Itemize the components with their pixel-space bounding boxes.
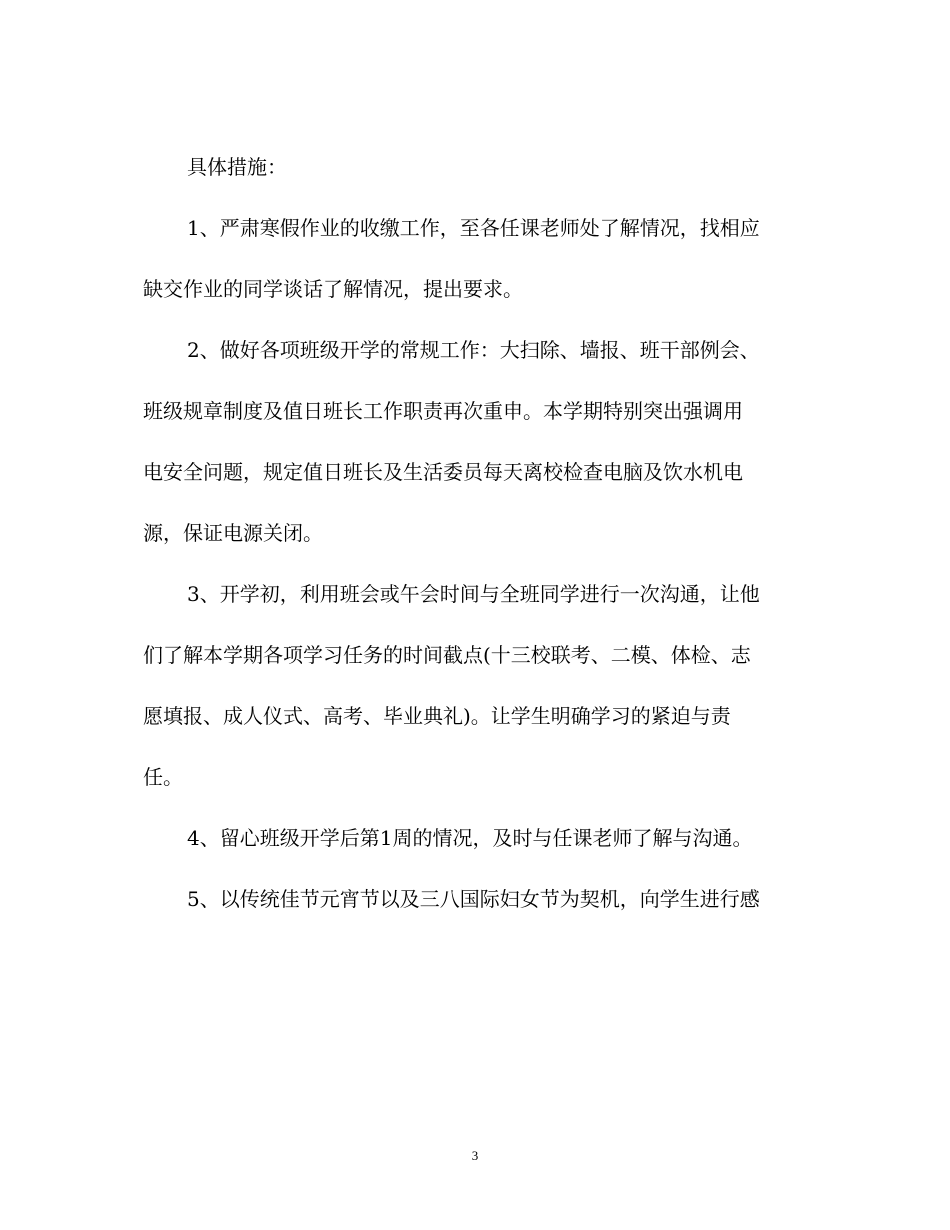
text-line: 源，保证电源关闭。 (143, 521, 323, 545)
document-body (143, 137, 808, 930)
text-line: 班级规章制度及值日班长工作职责再次重申。本学期特别突出强调用 (143, 399, 743, 423)
text-line: 任。 (143, 765, 183, 789)
text-line: 3、开学初，利用班会或午会时间与全班同学进行一次沟通，让他 (187, 582, 760, 606)
page-number: 3 (471, 1148, 479, 1163)
text-line: 2、做好各项班级开学的常规工作：大扫除、墙报、班干部例会、 (187, 338, 760, 362)
text-line: 4、留心班级开学后第1周的情况，及时与任课老师了解与沟通。 (187, 826, 753, 850)
text-line: 5、以传统佳节元宵节以及三八国际妇女节为契机，向学生进行感 (187, 887, 760, 911)
text-line: 们了解本学期各项学习任务的时间截点(十三校联考、二模、体检、志 (143, 643, 751, 667)
text-line: 缺交作业的同学谈话了解情况，提出要求。 (143, 277, 523, 301)
text-line: 具体措施： (187, 155, 287, 179)
text-line: 1、严肃寒假作业的收缴工作，至各任课老师处了解情况，找相应 (187, 216, 760, 240)
text-line: 电安全问题，规定值日班长及生活委员每天离校检查电脑及饮水机电 (143, 460, 743, 484)
text-line: 愿填报、成人仪式、高考、毕业典礼)。让学生明确学习的紧迫与责 (143, 704, 731, 728)
